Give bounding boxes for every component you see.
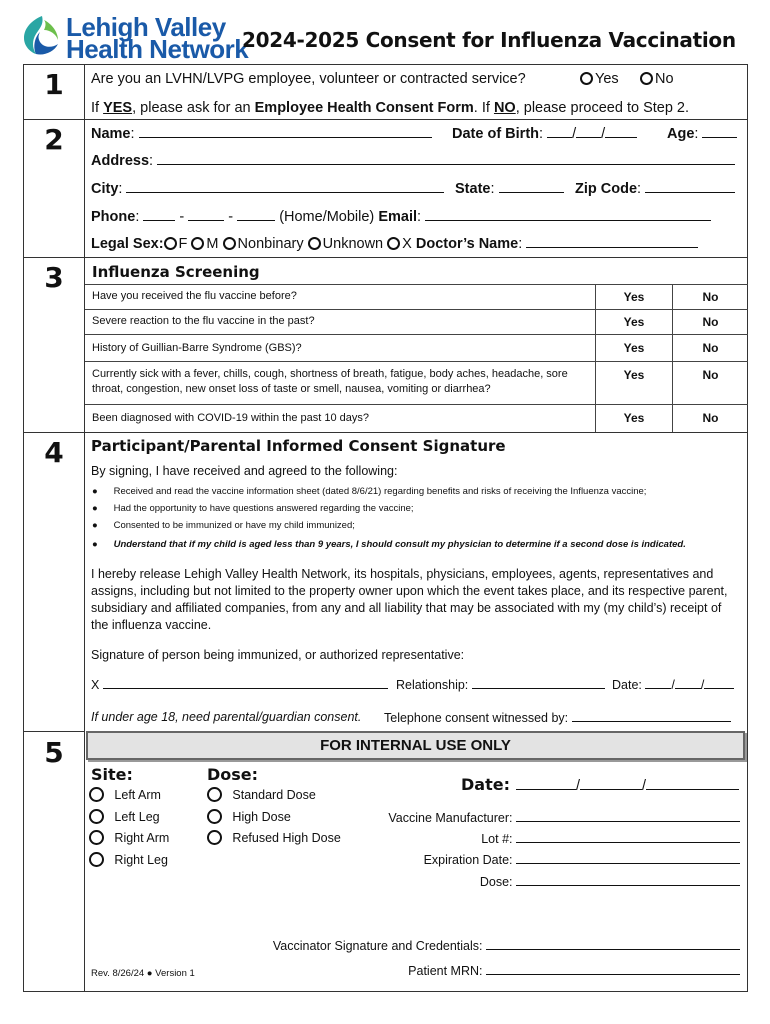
mrn-row: Patient MRN:: [200, 963, 740, 978]
mrn-field[interactable]: [486, 963, 740, 975]
city-label: City: [91, 181, 119, 197]
date-month-field[interactable]: [645, 677, 671, 689]
release-paragraph: I hereby release Lehigh Valley Health Network, its hospitals, physicians, employees, agents, representatives and assigns, including but not limited to the property owner upon which the event takes place, and its respective parent, subsidiary and affiliated companies, from any and all liability that may be associated with my (my child’s) receipt of the influenza vaccine.: [91, 567, 728, 632]
state-label: State: [455, 181, 491, 197]
dob-month-field[interactable]: [547, 126, 572, 138]
screen-yes[interactable]: Yes: [596, 405, 673, 432]
zip-row: Zip Code:: [575, 181, 735, 197]
page-title: 2024-2025 Consent for Influenza Vaccination: [242, 28, 736, 52]
dose-row: Dose:: [300, 874, 740, 889]
step-number-1: 1: [44, 68, 64, 101]
phone-label: Phone: [91, 209, 136, 225]
date-day-field[interactable]: [675, 677, 701, 689]
phone-area-field[interactable]: [143, 209, 175, 221]
vaccinator-row: Vaccinator Signature and Credentials:: [200, 938, 740, 953]
radio-icon[interactable]: [308, 237, 321, 250]
screening-table: [85, 284, 748, 432]
list-item: ● Had the opportunity to have questions answered regarding the vaccine;: [92, 503, 414, 514]
radio-icon[interactable]: [640, 72, 653, 85]
table-row: History of Guillian-Barre Syndrome (GBS)? Yes No: [85, 335, 748, 362]
list-item: ● Received and read the vaccine information sheet (dated 8/6/21) regarding benefits and risks of receiving the Influenza vaccine;: [92, 486, 647, 497]
phone-row: Phone: - - (Home/Mobile) Email:: [91, 209, 711, 225]
screen-no[interactable]: No: [702, 368, 719, 382]
lvhn-logo-icon: [22, 14, 62, 56]
signature-row: X: [91, 677, 388, 692]
admin-date-day[interactable]: [580, 778, 642, 790]
manufacturer-row: Vaccine Manufacturer:: [300, 810, 740, 825]
employee-yes-option[interactable]: [580, 71, 619, 87]
relationship-row: Relationship:: [396, 677, 605, 692]
divider: [23, 731, 85, 732]
radio-icon[interactable]: [580, 72, 593, 85]
address-label: Address: [91, 153, 150, 169]
screen-yes[interactable]: Yes: [596, 335, 673, 361]
radio-icon[interactable]: [387, 237, 400, 250]
admin-date-year[interactable]: [646, 778, 739, 790]
table-row: Severe reaction to the flu vaccine in the past? Yes No: [85, 310, 748, 335]
legal-sex-label: Legal Sex:: [91, 236, 164, 252]
dose-option-refused[interactable]: Refused High Dose: [207, 830, 341, 845]
name-label: Name: [91, 126, 131, 142]
step-number-4: 4: [44, 436, 64, 469]
yes-label: Yes: [595, 71, 619, 87]
step-number-2: 2: [44, 123, 64, 156]
zip-label: Zip Code: [575, 181, 638, 197]
vaccinator-signature-field[interactable]: [486, 938, 740, 950]
list-item: ● Consented to be immunized or have my child immunized;: [92, 520, 355, 531]
employee-question: Are you an LVHN/LVPG employee, volunteer or contracted service?: [91, 71, 526, 87]
doctor-field[interactable]: [526, 236, 698, 248]
site-option-left-arm[interactable]: Left Arm: [89, 787, 161, 802]
city-field[interactable]: [126, 181, 444, 193]
city-row: City:: [91, 181, 444, 197]
employee-no-option[interactable]: [640, 71, 674, 87]
divider: [23, 432, 748, 433]
signature-label: Signature of person being immunized, or authorized representative:: [91, 648, 465, 662]
site-heading: Site:: [91, 765, 133, 784]
table-row: Been diagnosed with COVID-19 within the past 10 days? Yes No: [85, 405, 748, 432]
screen-no[interactable]: No: [702, 341, 719, 355]
consent-date-row: Date: / /: [612, 677, 734, 692]
dob-day-field[interactable]: [576, 126, 601, 138]
lot-row: Lot #:: [300, 831, 740, 846]
internal-use-banner: FOR INTERNAL USE ONLY: [86, 731, 745, 760]
manufacturer-field[interactable]: [516, 810, 740, 822]
admin-date-row: / /: [516, 778, 739, 794]
screen-no[interactable]: No: [702, 411, 719, 425]
step1-instruction: If YES, please ask for an Employee Health Consent Form. If NO, please proceed to Step 2.: [91, 100, 690, 116]
radio-icon[interactable]: [89, 787, 104, 802]
relationship-field[interactable]: [472, 677, 605, 689]
dob-row: Date of Birth: / /: [452, 126, 637, 142]
state-field[interactable]: [499, 181, 564, 193]
expiration-row: Expiration Date:: [300, 852, 740, 867]
address-field[interactable]: [157, 153, 735, 165]
dose-option-standard[interactable]: Standard Dose: [207, 787, 316, 802]
admin-date-month[interactable]: [516, 778, 576, 790]
dob-year-field[interactable]: [605, 126, 637, 138]
dose-field[interactable]: [516, 874, 740, 886]
zip-field[interactable]: [645, 181, 735, 193]
dob-label: Date of Birth: [452, 126, 539, 142]
divider: [23, 119, 748, 120]
radio-icon[interactable]: [89, 830, 104, 845]
date-heading: Date:: [461, 775, 510, 794]
legal-sex-row: Legal Sex: F M Nonbinary Unknown X Doctor’s Name:: [91, 236, 698, 252]
no-label: No: [655, 71, 674, 87]
screen-yes[interactable]: Yes: [596, 310, 673, 334]
doctor-label: Doctor’s Name: [415, 236, 519, 252]
step-number-column: [23, 64, 85, 992]
list-item: ● Understand that if my child is aged less than 9 years, I should consult my physician to determine if a second dose is indicated.: [92, 539, 686, 550]
telephone-witness-field[interactable]: [572, 710, 731, 722]
dose-option-high[interactable]: High Dose: [207, 809, 291, 824]
site-option-left-leg[interactable]: Left Leg: [89, 809, 160, 824]
dose-heading: Dose:: [207, 765, 259, 784]
phone-type-label: (Home/Mobile): [279, 209, 375, 225]
expiration-field[interactable]: [516, 852, 740, 864]
radio-icon[interactable]: [191, 237, 204, 250]
consent-intro: By signing, I have received and agreed to the following:: [91, 464, 398, 478]
signature-field[interactable]: [103, 677, 388, 689]
email-label: Email: [378, 209, 417, 225]
screen-no[interactable]: No: [702, 290, 719, 304]
step-number-5: 5: [44, 736, 64, 769]
radio-icon[interactable]: [207, 830, 222, 845]
address-row: Address:: [91, 153, 735, 169]
site-option-right-leg[interactable]: Right Leg: [89, 852, 168, 867]
divider: [23, 257, 748, 258]
state-row: State:: [455, 181, 564, 197]
radio-icon[interactable]: [89, 852, 104, 867]
phone-line-field[interactable]: [237, 209, 275, 221]
consent-heading: Participant/Parental Informed Consent Signature: [91, 437, 506, 455]
telephone-row: Telephone consent witnessed by:: [384, 710, 731, 725]
table-row: Have you received the flu vaccine before? Yes No: [85, 285, 748, 310]
radio-icon[interactable]: [207, 809, 222, 824]
radio-icon[interactable]: [89, 809, 104, 824]
name-field[interactable]: [139, 126, 432, 138]
step-number-3: 3: [44, 261, 64, 294]
age-field[interactable]: [702, 126, 737, 138]
screen-no[interactable]: No: [702, 315, 719, 329]
radio-icon[interactable]: [223, 237, 236, 250]
email-field[interactable]: [425, 209, 711, 221]
date-year-field[interactable]: [704, 677, 734, 689]
phone-prefix-field[interactable]: [188, 209, 224, 221]
logo-text-line1: Lehigh Valley: [66, 12, 226, 42]
table-row: Currently sick with a fever, chills, cough, shortness of breath, fatigue, body aches, headache, sore throat, congestion, new onset loss of taste or smell, nausea, vomiting or diarrhea? Yes No: [85, 362, 748, 405]
name-row: Name:: [91, 126, 432, 142]
screen-yes[interactable]: Yes: [596, 285, 673, 309]
age-row: Age:: [667, 126, 737, 142]
age-label: Age: [667, 126, 695, 142]
site-option-right-arm[interactable]: Right Arm: [89, 830, 169, 845]
minor-note: If under age 18, need parental/guardian consent.: [91, 710, 362, 724]
logo-text-line2: Health Network: [66, 34, 249, 64]
radio-icon[interactable]: [207, 787, 222, 802]
screen-yes[interactable]: Yes: [596, 362, 673, 404]
lot-field[interactable]: [516, 831, 740, 843]
screening-heading: Influenza Screening: [92, 263, 260, 281]
revision-note: Rev. 8/26/24 ● Version 1: [91, 968, 195, 979]
radio-icon[interactable]: [164, 237, 177, 250]
